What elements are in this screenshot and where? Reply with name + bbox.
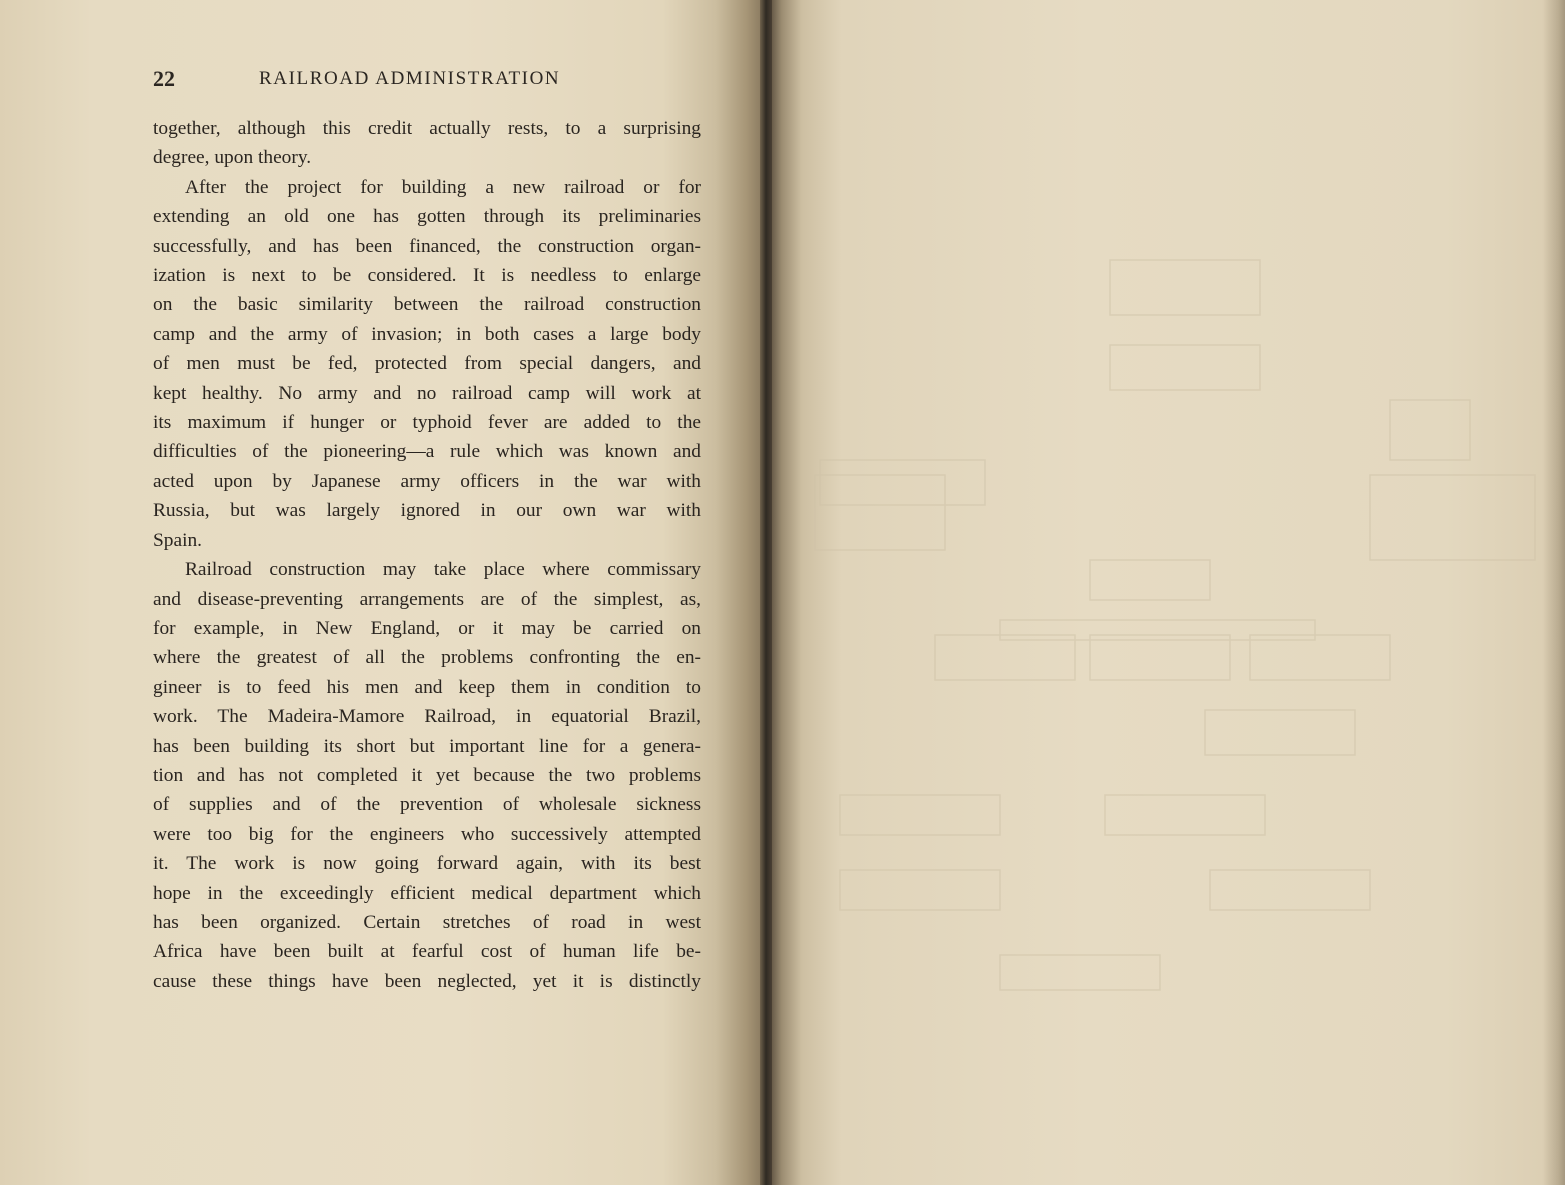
text-line: Spain. — [153, 529, 203, 551]
paragraph — [153, 173, 701, 555]
text-line: has been organized. Certain stretches of road in west — [153, 911, 701, 933]
text-line: has been building its short but important line for a genera- — [153, 735, 701, 757]
text-line: on the basic similarity between the railroad construction — [153, 294, 701, 316]
text-line: for example, in New England, or it may be carried on — [153, 617, 701, 639]
text-line: its maximum if hunger or typhoid fever are added to the — [153, 412, 701, 434]
text-line: work. The Madeira-Mamore Railroad, in equatorial Brazil, — [153, 706, 701, 728]
text-line: degree, upon theory. — [153, 147, 312, 169]
text-line: Railroad construction may take place where commissary — [185, 559, 701, 581]
text-line: Africa have been built at fearful cost of human life be- — [153, 941, 701, 963]
text-line: it. The work is now going forward again, with its best — [153, 853, 701, 875]
text-line: cause these things have been neglected, yet it is distinctly — [153, 970, 701, 992]
paragraph — [153, 555, 701, 996]
book-gutter — [760, 0, 772, 1185]
text-line: successfully, and has been financed, the construction organ- — [153, 235, 701, 257]
page-header — [153, 66, 703, 96]
page-number: 22 — [153, 66, 175, 91]
text-line: extending an old one has gotten through its preliminaries — [153, 206, 701, 228]
text-line: gineer is to feed his men and keep them in condition to — [153, 676, 701, 698]
show-through-chart — [800, 120, 1560, 1020]
text-line: of men must be fed, protected from special dangers, and — [153, 353, 701, 375]
paragraph — [153, 114, 701, 173]
text-line: of supplies and of the prevention of wholesale sickness — [153, 794, 701, 816]
text-line: where the greatest of all the problems confronting the en- — [153, 647, 701, 669]
running-head: RAILROAD ADMINISTRATION — [259, 68, 561, 89]
text-line: difficulties of the pioneering—a rule which was known and — [153, 441, 701, 463]
text-line: hope in the exceedingly efficient medical department which — [153, 882, 701, 904]
text-line: tion and has not completed it yet because the two problems — [153, 764, 701, 786]
text-line: Russia, but was largely ignored in our own war with — [153, 500, 701, 522]
text-line: and disease-preventing arrangements are of the simplest, as, — [153, 588, 701, 610]
text-line: acted upon by Japanese army officers in the war with — [153, 470, 701, 492]
text-line: were too big for the engineers who successively attempted — [153, 823, 701, 845]
text-line: camp and the army of invasion; in both cases a large body — [153, 323, 701, 345]
text-line: together, although this credit actually rests, to a surprising — [153, 118, 701, 139]
body-text — [153, 114, 701, 996]
text-line: ization is next to be considered. It is needless to enlarge — [153, 265, 701, 287]
text-line: kept healthy. No army and no railroad camp will work at — [153, 382, 701, 404]
text-line: After the project for building a new railroad or for — [185, 176, 701, 198]
